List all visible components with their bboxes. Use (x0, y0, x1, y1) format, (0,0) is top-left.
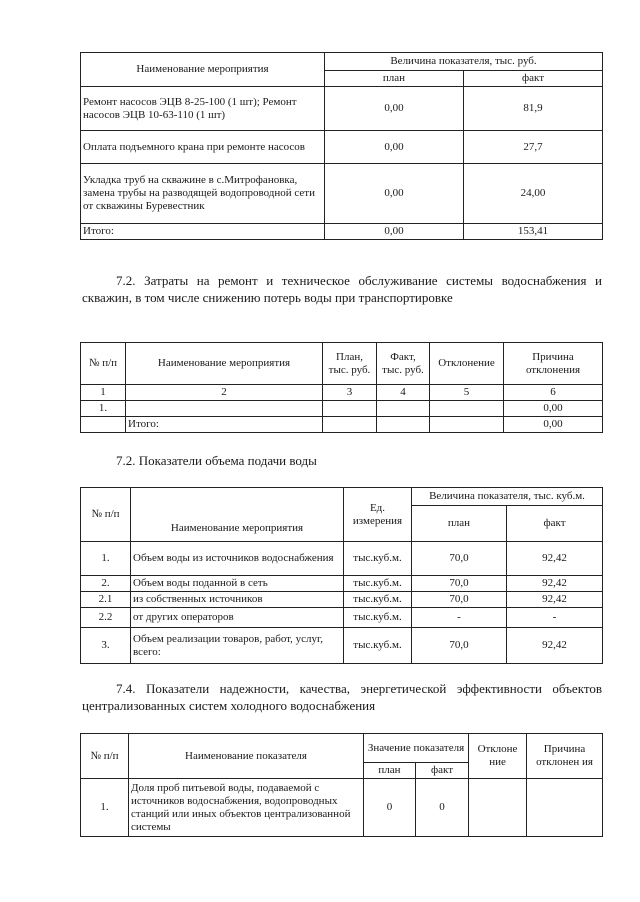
maintenance-costs-table (80, 342, 603, 433)
table-row (81, 87, 603, 131)
index-cell: 2 (126, 385, 323, 401)
row-plan: 0 (364, 779, 416, 837)
total-deviation (430, 417, 504, 433)
reliability-indicators-table (80, 733, 603, 837)
row-plan: 0,00 (325, 164, 464, 224)
row-num: 2.2 (81, 608, 131, 628)
total-fact: 153,41 (464, 224, 603, 240)
header-fact: Факт, тыс. руб. (377, 343, 430, 385)
row-name (126, 401, 323, 417)
total-row (81, 224, 603, 240)
row-plan: 70,0 (412, 576, 507, 592)
row-num: 1. (81, 401, 126, 417)
total-reason: 0,00 (504, 417, 603, 433)
header-name: Наименование показателя (129, 734, 364, 779)
total-num (81, 417, 126, 433)
header-plan: план (364, 763, 416, 779)
header-fact: факт (464, 71, 603, 87)
row-name: Ремонт насосов ЭЦВ 8-25-100 (1 шт); Ремонт насосов ЭЦВ 10-63-110 (1 шт) (81, 87, 325, 131)
row-plan: 0,00 (325, 87, 464, 131)
header-deviation: Отклонение (430, 343, 504, 385)
row-name: Доля проб питьевой воды, подаваемой с источников водоснабжения, водопроводных станций или иных объектов централизованной системы (129, 779, 364, 837)
row-plan: 70,0 (412, 592, 507, 608)
row-num: 2. (81, 576, 131, 592)
row-plan (323, 401, 377, 417)
row-fact: - (507, 608, 603, 628)
table-row (81, 779, 603, 837)
row-name: Оплата подъемного крана при ремонте насосов (81, 131, 325, 164)
index-cell: 1 (81, 385, 126, 401)
header-fact: факт (416, 763, 469, 779)
index-cell: 3 (323, 385, 377, 401)
table-row (81, 576, 603, 592)
row-unit: тыс.куб.м. (344, 576, 412, 592)
section-74-text: 7.4. Показатели надежности, качества, энергетической эффективности объектов централизованных систем холодного водоснабжения (82, 681, 602, 713)
total-label: Итого: (81, 224, 325, 240)
header-name: Наименование мероприятия (131, 488, 344, 542)
row-deviation (430, 401, 504, 417)
header-unit: Ед. измерения (344, 488, 412, 542)
header-plan: план (412, 506, 507, 542)
index-cell: 5 (430, 385, 504, 401)
row-plan: 0,00 (325, 131, 464, 164)
repair-costs-table (80, 52, 603, 240)
row-fact: 92,42 (507, 628, 603, 664)
row-num: 1. (81, 542, 131, 576)
table-row (81, 131, 603, 164)
row-reason (527, 779, 603, 837)
row-plan: 70,0 (412, 628, 507, 664)
header-value: Величина показателя, тыс. куб.м. (412, 488, 603, 506)
total-row (81, 417, 603, 433)
row-num: 3. (81, 628, 131, 664)
section-72-costs-text: 7.2. Затраты на ремонт и техническое обслуживание системы водоснабжения и скважин, в том числе снижению потерь воды при транспортировке (82, 273, 602, 305)
total-fact (377, 417, 430, 433)
table-row (81, 608, 603, 628)
header-name: Наименование мероприятия (126, 343, 323, 385)
row-fact: 81,9 (464, 87, 603, 131)
table-row (81, 542, 603, 576)
index-cell: 4 (377, 385, 430, 401)
index-row (81, 385, 603, 401)
total-label: Итого: (126, 417, 323, 433)
row-plan: - (412, 608, 507, 628)
row-unit: тыс.куб.м. (344, 608, 412, 628)
total-plan (323, 417, 377, 433)
row-fact: 0 (416, 779, 469, 837)
row-fact: 92,42 (507, 592, 603, 608)
row-reason: 0,00 (504, 401, 603, 417)
table-row (81, 164, 603, 224)
section-72-volume-title: 7.2. Показатели объема подачи воды (116, 453, 317, 468)
table-row (81, 628, 603, 664)
row-name: Объем воды из источников водоснабжения (131, 542, 344, 576)
header-name: Наименование мероприятия (81, 53, 325, 87)
index-cell: 6 (504, 385, 603, 401)
row-name: Объем реализации товаров, работ, услуг, всего: (131, 628, 344, 664)
header-num: № п/п (81, 488, 131, 542)
header-num: № п/п (81, 343, 126, 385)
table-row (81, 592, 603, 608)
header-fact: факт (507, 506, 603, 542)
total-plan: 0,00 (325, 224, 464, 240)
row-num: 1. (81, 779, 129, 837)
header-plan: план (325, 71, 464, 87)
header-value: Величина показателя, тыс. руб. (325, 53, 603, 71)
row-fact: 24,00 (464, 164, 603, 224)
row-fact: 27,7 (464, 131, 603, 164)
header-plan: План, тыс. руб. (323, 343, 377, 385)
row-num: 2.1 (81, 592, 131, 608)
row-unit: тыс.куб.м. (344, 542, 412, 576)
row-plan: 70,0 (412, 542, 507, 576)
header-value: Значение показателя (364, 734, 469, 763)
row-unit: тыс.куб.м. (344, 628, 412, 664)
row-name: Объем воды поданной в сеть (131, 576, 344, 592)
header-reason: Причина отклонен ия (527, 734, 603, 779)
row-name: Укладка труб на скважине в с.Митрофановка, замена трубы на разводящей водопроводной сети от скважины Буревестник (81, 164, 325, 224)
row-fact: 92,42 (507, 542, 603, 576)
row-fact: 92,42 (507, 576, 603, 592)
header-reason: Причина отклонения (504, 343, 603, 385)
row-unit: тыс.куб.м. (344, 592, 412, 608)
row-name: из собственных источников (131, 592, 344, 608)
row-fact (377, 401, 430, 417)
row-deviation (469, 779, 527, 837)
header-num: № п/п (81, 734, 129, 779)
row-name: от других операторов (131, 608, 344, 628)
table-row (81, 401, 603, 417)
header-deviation: Отклоне ние (469, 734, 527, 779)
water-supply-volume-table (80, 487, 603, 664)
